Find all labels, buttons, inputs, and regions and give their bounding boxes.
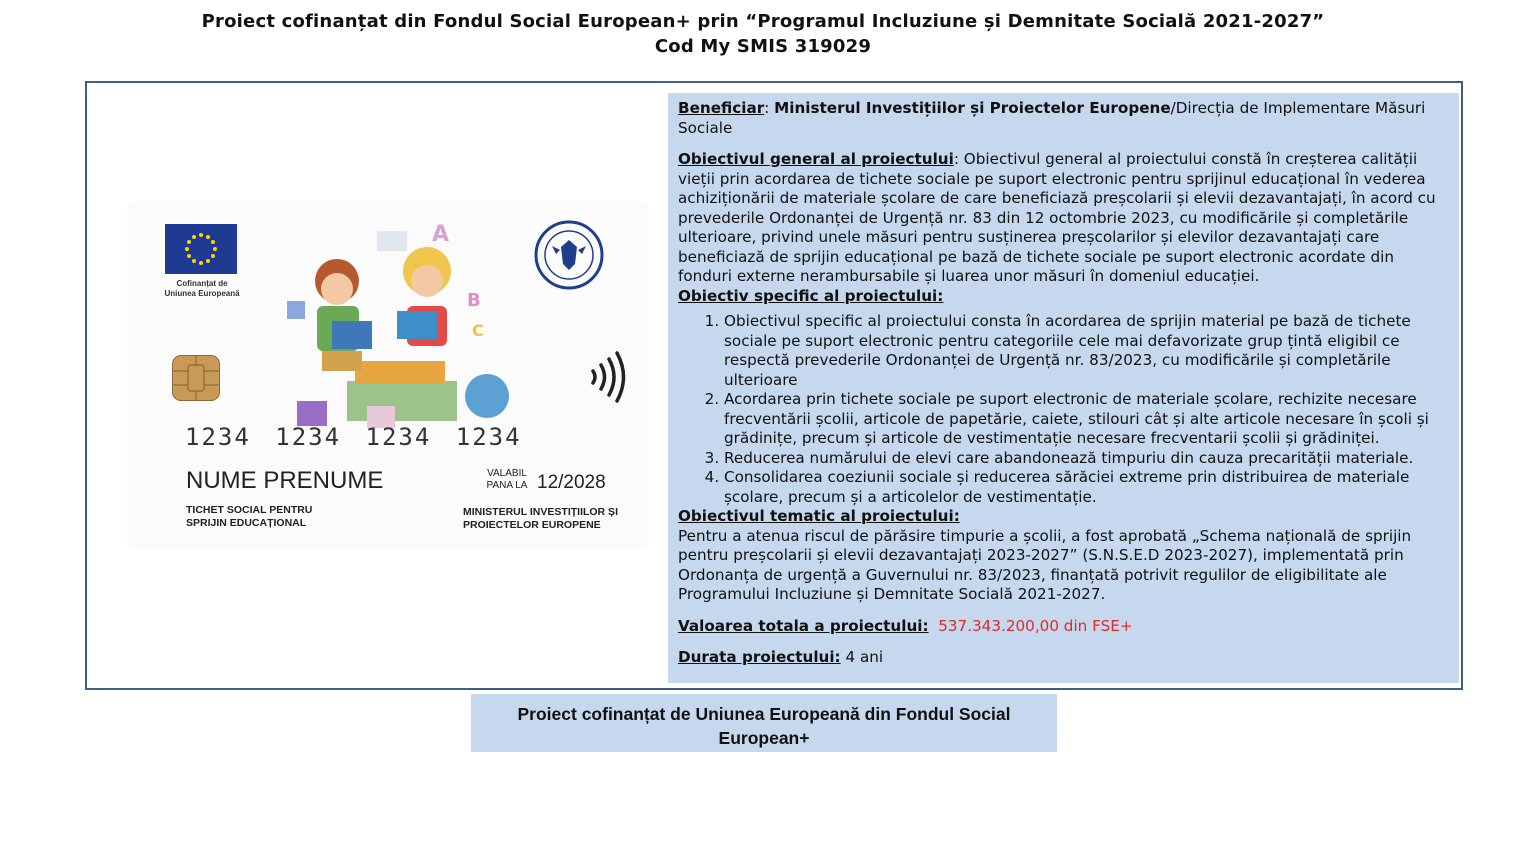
beneficiar-paragraph: Beneficiar: Ministerul Investițiilor și Proiectelor Europene/Direcția de Implementare Măsuri Sociale	[678, 99, 1426, 137]
project-duration-value: 4 ani	[845, 648, 884, 666]
specific-objective-heading: Obiectiv specific al proiectului:	[678, 286, 944, 305]
children-reading-illustration	[277, 211, 517, 431]
beneficiar-directorate: /Direcția de Implementare Măsuri Sociale	[678, 99, 1426, 137]
general-objective-text: Obiectivul general al proiectului constă în creșterea calității vieții prin acordarea de tichete sociale pe suport electronic pentru sprijinul educațional în vederea achiziționării de materiale școlare de care beneficiază preșcolarii și elevii dezavantajați, în acord cu prevederile Ordonanței de Urgență nr. 83 din 12 octombrie 2023, cu modificările și completările ulterioare, privind unele măsuri pentru susținerea preșcolarilor și elevilor dezavantajați care beneficiază de sprijin educațional pe bază de tichete sociale pe suport electronic acordate din fonduri externe nerambursabile și luarea unor măsuri în domeniul educației.	[678, 150, 1436, 285]
eu-caption: Cofinanțat de Uniunea Europeană	[164, 279, 240, 298]
project-value-amount: 537.343.200,00 din FSE+	[938, 616, 1133, 635]
list-item: 1. Obiectivul specific al proiectului consta în acordarea de sprijin material pe bază de tichete sociale pe suport electronic pentru categoriile cele mai defavorizate grup țintă eligibil ce respectă prevederile Ordonanței de Urgență nr. 83/2023, cu modificările și completările ulterioare	[724, 312, 1449, 390]
government-seal-icon	[534, 220, 604, 290]
card-type-label: TICHET SOCIAL PENTRU SPRIJIN EDUCAȚIONAL	[186, 504, 313, 529]
card-number: 1234 1234 1234 1234	[185, 423, 522, 451]
valid-until-date: 12/2028	[537, 472, 606, 493]
svg-text:C: C	[472, 321, 484, 340]
project-info-panel	[668, 93, 1459, 683]
header-title: Proiect cofinanțat din Fondul Social European+ prin “Programul Incluziune și Demnitate Socială 2021-2027”	[201, 11, 1325, 32]
thematic-objective-heading: Obiectivul tematic al proiectului:	[678, 507, 960, 525]
card-ministry-label: MINISTERUL INVESTIȚIILOR ȘI PROIECTELOR EUROPENE	[463, 506, 618, 531]
svg-text:A: A	[432, 222, 450, 247]
general-objective-paragraph: Obiectivul general al proiectului: Obiectivul general al proiectului constă în creșterea calității vieții prin acordarea de tichete sociale pe suport electronic pentru sprijinul educațional în vederea achiziționării de materiale școlare de care beneficiază preșcolarii și elevii dezavantajați, în acord cu prevederile Ordonanței de Urgență nr. 83 din 12 octombrie 2023, cu modificările și completările ulterioare, privind unele măsuri pentru susținerea preșcolarilor și elevilor dezavantajați care beneficiază de sprijin educațional pe bază de tichete sociale pe suport electronic acordate din fonduri externe nerambursabile și luarea unor măsuri în domeniul educației.	[678, 150, 1436, 285]
footer-cofinancing-note: Proiect cofinanțat de Uniunea Europeană din Fondul Social European+	[471, 694, 1057, 752]
beneficiar-label: Beneficiar	[678, 99, 765, 117]
ticket-card-image	[127, 201, 649, 550]
project-value-paragraph	[678, 617, 1449, 637]
list-item: 3. Reducerea numărului de elevi care abandonează timpuriu din cauza precarității materiale.	[724, 449, 1449, 469]
valid-until-label: VALABIL PANA LA	[486, 468, 528, 491]
eu-flag-icon	[165, 224, 237, 274]
card-holder-name: NUME PRENUME	[186, 467, 384, 494]
list-item: 2. Acordarea prin tichete sociale pe suport electronic de materiale școlare, rechizite necesare frecventării școlii, articole de papetărie, caiete, stilouri cât și alte articole necesare în școli și grădinițe, precum și articole de vestimentație necesare frecventarii școlii și grădiniței.	[724, 390, 1449, 449]
thematic-objective-text: Pentru a atenua riscul de părăsire timpurie a școlii, a fost aprobată „Schema națională de sprijin pentru preșcolarii și elevii dezavantajați 2023-2027” (S.N.S.E.D 2023-2027), implementată prin Ordonanța de urgență a Guvernului nr. 83/2023, finanțată potrivit regulilor de eligibilitate ale Programului Incluziune și Demnitate Socială 2021-2027.	[678, 526, 1412, 603]
specific-objective-list	[678, 312, 1449, 507]
general-objective-label: Obiectivul general al proiectului	[678, 150, 954, 168]
header-smis-code: Cod My SMIS 319029	[654, 36, 872, 57]
svg-text:B: B	[467, 290, 481, 311]
project-value-label: Valoarea totala a proiectului:	[678, 616, 929, 635]
contactless-icon	[587, 349, 627, 405]
list-item: 4. Consolidarea coeziunii sociale și reducerea sărăciei extreme prin distribuirea de materiale școlare, precum și a articolelor de vestimentație.	[724, 468, 1449, 507]
project-duration-paragraph	[678, 648, 1449, 668]
beneficiar-name: Ministerul Investițiilor și Proiectelor Europene	[774, 99, 1171, 117]
card-chip-icon	[172, 355, 220, 401]
project-duration-label: Durata proiectului:	[678, 648, 841, 666]
